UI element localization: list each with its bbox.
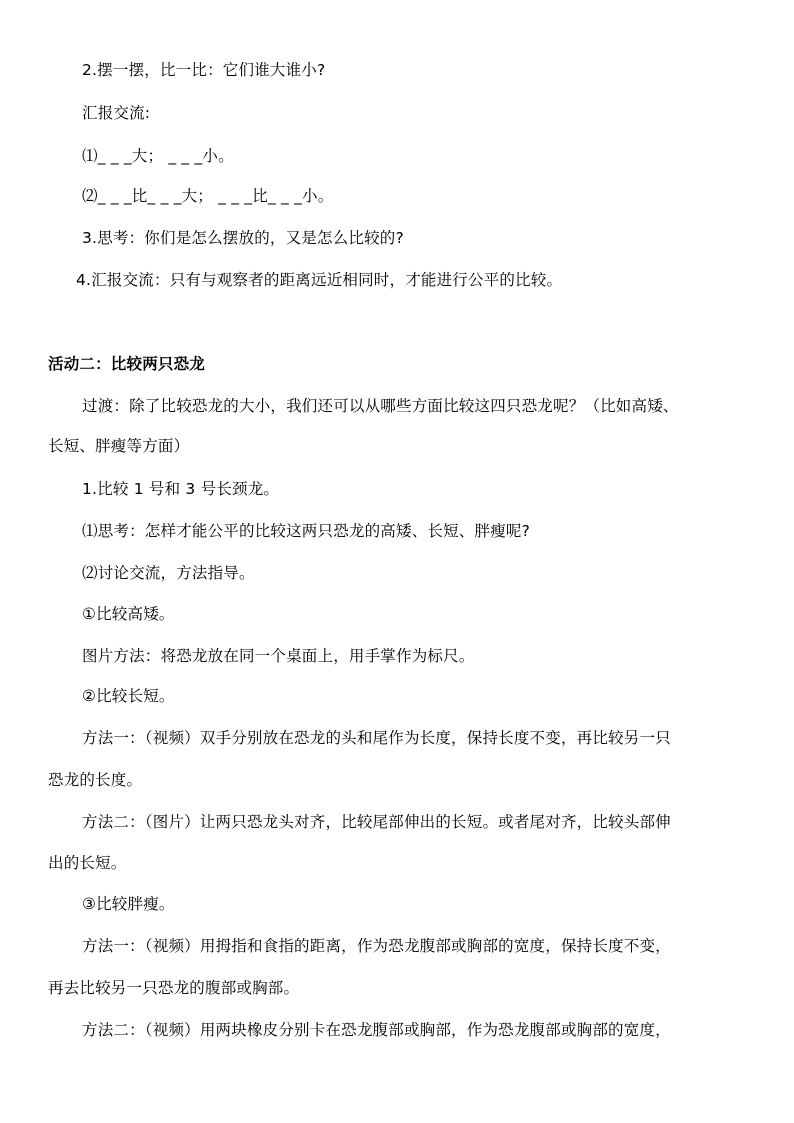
length-method-2-text: 方法二：（图片）让两只恐龙头对齐，比较尾部伸出的长短。或者尾对齐，比较头部伸 xyxy=(82,813,671,831)
report-label: 汇报交流: xyxy=(82,104,151,122)
compare-length-text: ②比较长短。 xyxy=(82,687,175,705)
length-method-2-cont: 出的长短。 xyxy=(48,854,127,872)
length-method-1-cont: 恐龙的长度。 xyxy=(48,771,143,789)
fill-blank-2: ⑵_ _ _比_ _ _大； _ _ _比_ _ _小。 xyxy=(82,187,334,205)
compare-height-text: ①比较高矮。 xyxy=(82,605,175,623)
picture-method-text: 图片方法：将恐龙放在同一个桌面上，用手掌作为标尺。 xyxy=(82,647,475,665)
width-method-1-text: 方法一：（视频）用拇指和食指的距离，作为恐龙腹部或胸部的宽度，保持长度不变， xyxy=(82,937,671,955)
think-text: ⑴思考：怎样才能公平的比较这两只恐龙的高矮、长短、胖瘦呢? xyxy=(82,522,531,540)
transition-text: 过渡：除了比较恐龙的大小，我们还可以从哪些方面比较这四只恐龙呢？（比如高矮、 xyxy=(82,397,679,415)
step-4-text: 4.汇报交流：只有与观察者的距离远近相同时，才能进行公平的比较。 xyxy=(76,271,563,289)
width-method-1-cont: 再去比较另一只恐龙的腹部或胸部。 xyxy=(48,979,300,997)
compare-1-3-text: 1.比较 1 号和 3 号长颈龙。 xyxy=(82,480,280,498)
length-method-1-text: 方法一：（视频）双手分别放在恐龙的头和尾作为长度，保持长度不变，再比较另一只 xyxy=(82,729,671,747)
width-method-2-text: 方法二：（视频）用两块橡皮分别卡在恐龙腹部或胸部，作为恐龙腹部或胸部的宽度， xyxy=(82,1021,671,1039)
compare-width-text: ③比较胖瘦。 xyxy=(82,895,175,913)
step-2-text: 2.摆一摆，比一比：它们谁大谁小? xyxy=(82,61,326,79)
step-3-text: 3.思考：你们是怎么摆放的，又是怎么比较的? xyxy=(82,229,404,247)
transition-text-cont: 长短、胖瘦等方面） xyxy=(48,437,190,455)
discuss-text: ⑵讨论交流，方法指导。 xyxy=(82,564,255,582)
section-heading-activity-2: 活动二：比较两只恐龙 xyxy=(48,355,206,373)
fill-blank-1: ⑴_ _ _大； _ _ _小。 xyxy=(82,147,234,165)
